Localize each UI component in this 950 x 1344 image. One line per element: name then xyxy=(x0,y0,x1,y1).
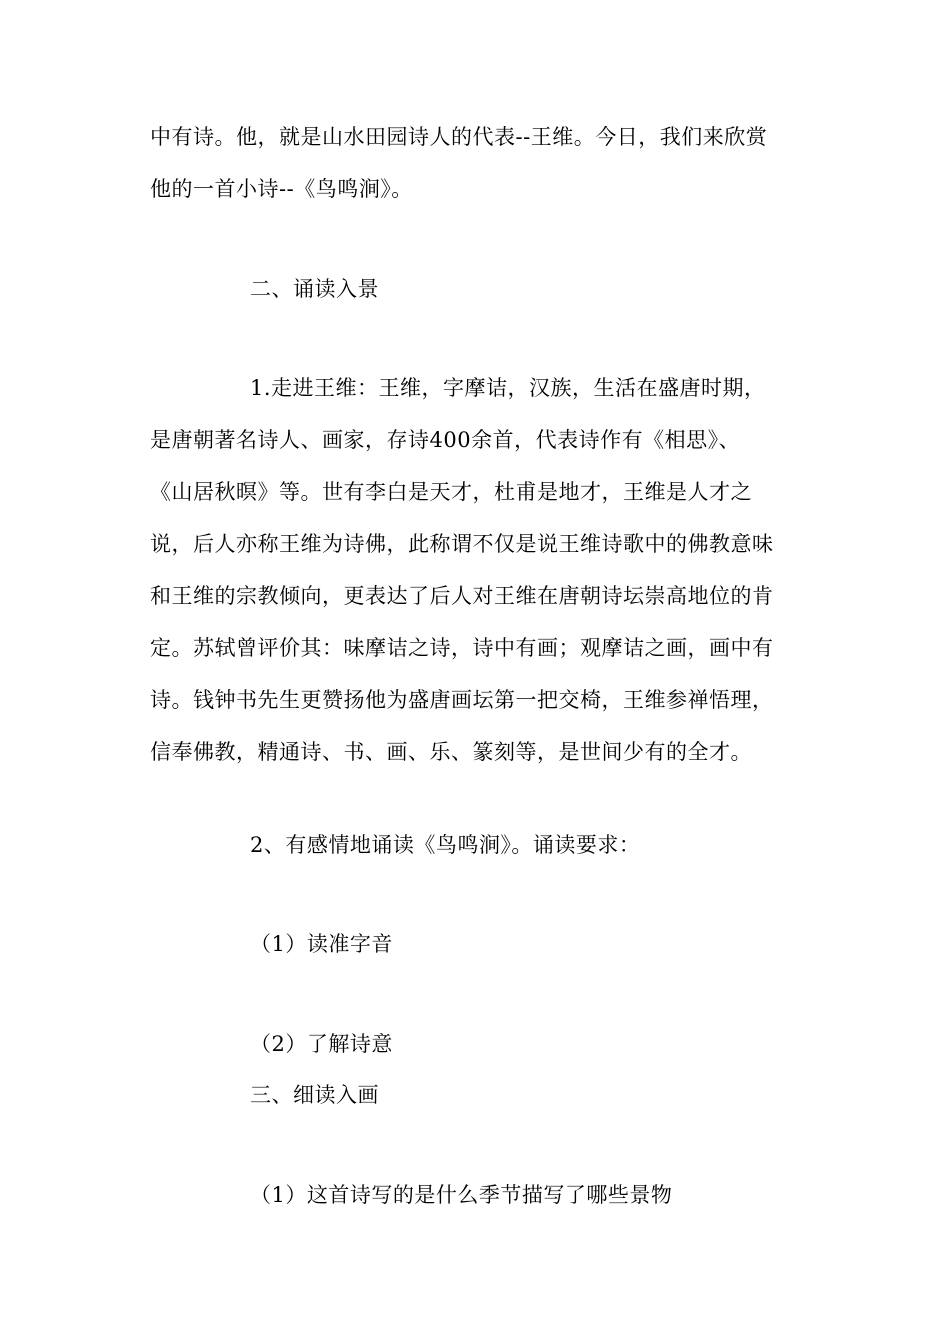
item-1-line-7: 诗。钱钟书先生更赞扬他为盛唐画坛第一把交椅，王维参禅悟理， xyxy=(150,688,774,712)
intro-line-2: 他的一首小诗--《鸟鸣涧》。 xyxy=(150,177,413,201)
item-1-line-8: 信奉佛教，精通诗、书、画、乐、篆刻等，是世间少有的全才。 xyxy=(150,740,752,764)
item-1-line-3: 《山居秋暝》等。世有李白是天才，杜甫是地才，王维是人才之 xyxy=(150,480,752,504)
section-heading-3: 三、细读入画 xyxy=(250,1083,379,1107)
intro-line-1: 中有诗。他，就是山水田园诗人的代表--王维。今日，我们来欣赏 xyxy=(150,125,768,149)
question-1: （1）这首诗写的是什么季节描写了哪些景物 xyxy=(250,1183,673,1207)
item-1-line-6: 定。苏轼曾评价其：味摩诘之诗，诗中有画；观摩诘之画，画中有 xyxy=(150,636,774,660)
requirement-2: （2）了解诗意 xyxy=(250,1032,393,1056)
requirement-1: （1）读准字音 xyxy=(250,932,393,956)
item-2-line: 2、有感情地诵读《鸟鸣涧》。诵读要求： xyxy=(250,833,641,857)
item-1-line-2: 是唐朝著名诗人、画家，存诗400余首，代表诗作有《相思》、 xyxy=(150,428,741,452)
item-1-line-1: 1.走进王维：王维，字摩诘，汉族，生活在盛唐时期， xyxy=(250,376,766,400)
item-1-line-4: 说，后人亦称王维为诗佛，此称谓不仅是说王维诗歌中的佛教意味 xyxy=(150,532,774,556)
section-heading-2: 二、诵读入景 xyxy=(250,277,379,301)
item-1-line-5: 和王维的宗教倾向，更表达了后人对王维在唐朝诗坛崇高地位的肯 xyxy=(150,584,774,608)
